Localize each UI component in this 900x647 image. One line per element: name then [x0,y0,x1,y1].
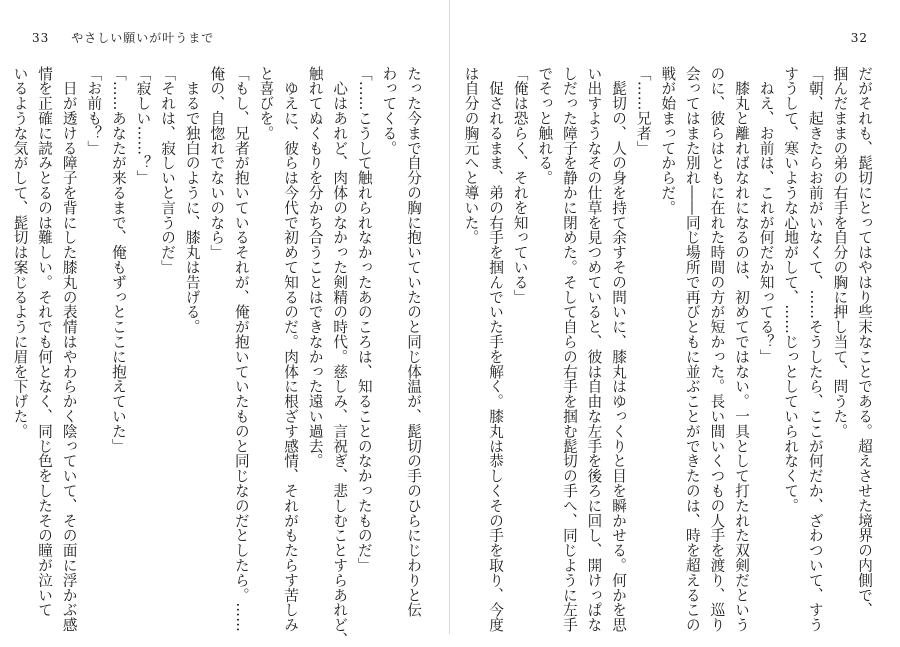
page-number-left: 33 [32,31,50,45]
left-body-text [11,66,425,647]
text-line: 戦が始まってからだ。 [659,66,677,215]
text-line: 「お前も？」 [85,66,103,156]
text-line: 「俺は恐らく、それを知っている」 [511,66,529,305]
right-page [450,0,900,634]
text-line: 「もし、兄者が抱いているそれが、俺が抱いていたものと同じなのだとしたら。…… [232,66,250,633]
text-line: 「……あなたが来るまで、俺もずっとここに抱えていた」 [109,66,127,454]
text-line: ゆえに、彼らは今代で初めて知るのだ。肉体に根ざす感情、それがもたらす苦しみ [282,66,300,633]
running-title: やさしい願いが叶うまで [71,31,215,45]
text-line: 髭切の、人の身を持て余すその問いに、膝丸はゆっくりと目を瞬かせる。何かを思 [610,66,628,633]
text-line: だがそれも、髭切にとってはやはり些末なことである。超えさせた境界の内側で、 [856,66,873,618]
text-line: 会ってはまた別れ――同じ場所で再びともに並ぶことができたのは、時を超えるこの [683,66,701,633]
left-header [32,30,214,46]
page-number-right: 32 [850,31,868,45]
text-line: 俺の、自惚れでないのなら」 [208,66,226,260]
text-line: 日が透ける障子を背にした膝丸の表情はやわらかく陰っていて、その面に浮かぶ感 [60,66,78,633]
text-line: しだった障子を静かに閉めた。そして自らの右手を掴む髭切の手へ、同じように左手 [560,66,578,633]
text-line: 情を正確に読みとるのは難しい。それでも何となく、同じ色をしたその瞳が泣いて [36,66,54,618]
text-line: わってくる。 [380,66,398,156]
text-line: のに、彼らはともに在れた時間の方が短かった。長い間いくつもの人手を渡り、巡り [708,66,726,633]
text-line: すうして、寒いような心地がして、……じっとしていられなくて。 [782,66,800,513]
text-line: い出すようなその仕草を見つめていると、彼は自由な左手を後ろに回し、開けっぱな [585,66,603,633]
text-line: 促されるまま、弟の右手を掴んでいた手を解く。膝丸は恭しくその手を取り、今度 [487,66,505,633]
text-line: は自分の胸元へと導いた。 [462,66,480,245]
text-line: 心はあれど、肉体のなかった剣精の時代。慈しみ、言祝ぎ、悲しむことすらあれど、 [331,66,349,647]
text-line: 「それは、寂しいと言うのだ」 [159,66,177,275]
text-line: と喜びを。 [257,66,275,141]
text-line: まるで独白のように、膝丸は告げる。 [183,66,201,335]
right-body-text [462,66,876,633]
text-line: たった今まで自分の胸に抱いていたのと同じ体温が、髭切の手のひらにじわりと伝 [405,66,422,618]
text-line: 「……兄者」 [634,66,652,156]
right-header [851,30,868,46]
text-line: 「寂しい……？」 [134,66,152,186]
text-line: 触れてぬくもりを分かち合うことはできなかった遠い過去。 [306,66,324,469]
text-line: でそっと触れる。 [536,66,554,186]
text-line: 「……こうして触れられなかったあのころは、知ることのなかったものだ」 [355,66,373,573]
text-line: 「朝、起きたらお前がいなくて、……そうしたら、ここが何だか、ざわついて、すう [806,66,824,633]
text-line: いるような気がして、髭切は案じるように眉を下げた。 [11,66,29,439]
text-line: ねえ、お前は、これが何だか知ってる？」 [757,66,775,364]
text-line: 膝丸と離ればなれになるのは、初めてではない。一具として打たれた双剣だという [733,66,751,633]
text-line: 掴んだままの弟の右手を自分の胸に押し当て、問うた。 [831,66,849,439]
